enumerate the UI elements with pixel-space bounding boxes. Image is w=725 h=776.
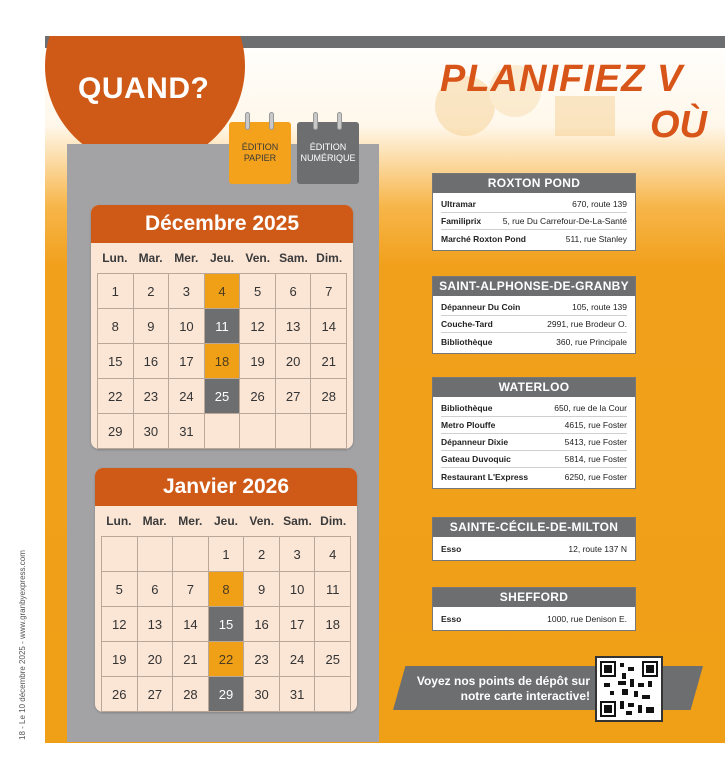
headline-line1: PLANIFIEZ V xyxy=(440,58,684,100)
day-cell: 2 xyxy=(134,274,170,309)
day-cell: 15 xyxy=(209,607,245,642)
calendar-january xyxy=(95,468,357,712)
day-grid xyxy=(97,273,347,449)
tab-digital-edition xyxy=(297,122,359,184)
store-row xyxy=(441,213,627,230)
day-cell: 28 xyxy=(173,677,209,712)
store-row xyxy=(441,230,627,247)
store-name: Restaurant L'Express xyxy=(441,471,529,482)
store-row xyxy=(441,400,627,417)
store-address: 511, rue Stanley xyxy=(565,233,627,244)
day-cell: 24 xyxy=(169,379,205,414)
day-cell xyxy=(138,537,174,572)
day-cell: 16 xyxy=(244,607,280,642)
day-cell: 27 xyxy=(138,677,174,712)
store-address: 360, rue Principale xyxy=(556,336,627,347)
day-cell: 12 xyxy=(102,607,138,642)
store-address: 6250, rue Foster xyxy=(564,471,627,482)
weekday-label: Jeu. xyxy=(214,514,239,528)
day-cell: 17 xyxy=(169,344,205,379)
side-caption: 18 - Le 10 décembre 2025 - www.granbyexpress.com xyxy=(18,550,27,740)
day-cell: 30 xyxy=(244,677,280,712)
day-cell: 22 xyxy=(209,642,245,677)
tab-paper-label: ÉDITION PAPIER xyxy=(241,142,279,163)
store-name: Marché Roxton Pond xyxy=(441,233,527,244)
store-name: Dépanneur Du Coin xyxy=(441,302,521,312)
day-cell: 6 xyxy=(138,572,174,607)
day-cell: 20 xyxy=(138,642,174,677)
store-row xyxy=(441,434,627,451)
day-cell: 10 xyxy=(280,572,316,607)
day-cell: 24 xyxy=(280,642,316,677)
store-row xyxy=(441,451,627,468)
day-cell: 20 xyxy=(276,344,312,379)
tab-paper-edition xyxy=(229,122,291,184)
tab-digital-label: ÉDITION NUMÉRIQUE xyxy=(300,142,356,163)
store-town: SHEFFORD xyxy=(433,588,635,607)
store-row xyxy=(441,540,627,557)
weekday-label: Mar. xyxy=(138,251,163,265)
ring-icon xyxy=(337,112,342,130)
weekday-label: Mar. xyxy=(142,514,167,528)
day-cell: 15 xyxy=(98,344,134,379)
day-cell xyxy=(205,414,241,449)
day-cell: 4 xyxy=(315,537,351,572)
store-address: 4615, rue Foster xyxy=(564,420,627,430)
store-name: Esso xyxy=(441,543,462,554)
day-cell xyxy=(276,414,312,449)
day-cell xyxy=(240,414,276,449)
weekday-label: Sam. xyxy=(279,251,308,265)
store-town: WATERLOO xyxy=(433,378,635,397)
day-cell xyxy=(315,677,351,712)
store-row xyxy=(441,316,627,333)
day-cell: 11 xyxy=(315,572,351,607)
day-cell: 2 xyxy=(244,537,280,572)
store-box xyxy=(432,517,636,561)
day-cell: 5 xyxy=(102,572,138,607)
day-cell: 19 xyxy=(102,642,138,677)
weekday-label: Jeu. xyxy=(210,251,235,265)
day-cell: 25 xyxy=(205,379,241,414)
day-cell: 26 xyxy=(102,677,138,712)
day-cell: 5 xyxy=(240,274,276,309)
store-row xyxy=(441,468,627,485)
weekday-label: Dim. xyxy=(320,514,347,528)
store-row xyxy=(441,333,627,350)
store-address: 12, route 137 N xyxy=(568,543,627,554)
day-cell: 9 xyxy=(134,309,170,344)
day-cell: 31 xyxy=(169,414,205,449)
day-cell xyxy=(311,414,347,449)
calendar-title: Janvier 2026 xyxy=(95,468,357,506)
weekday-label: Dim. xyxy=(316,251,343,265)
day-cell: 11 xyxy=(205,309,241,344)
qr-code-icon[interactable] xyxy=(595,656,663,722)
day-cell: 7 xyxy=(311,274,347,309)
store-row xyxy=(441,196,627,213)
ring-icon xyxy=(269,112,274,130)
day-cell: 23 xyxy=(134,379,170,414)
weekday-label: Mer. xyxy=(174,251,199,265)
day-cell: 3 xyxy=(280,537,316,572)
day-cell: 25 xyxy=(315,642,351,677)
day-cell: 14 xyxy=(311,309,347,344)
calendar-title: Décembre 2025 xyxy=(91,205,353,243)
day-cell: 29 xyxy=(209,677,245,712)
weekday-row xyxy=(91,243,353,269)
store-row xyxy=(441,299,627,316)
store-name: Ultramar xyxy=(441,199,476,209)
store-box xyxy=(432,276,636,354)
day-cell: 18 xyxy=(205,344,241,379)
store-address: 5814, rue Foster xyxy=(564,454,627,464)
store-row xyxy=(441,417,627,434)
day-cell: 21 xyxy=(173,642,209,677)
day-cell xyxy=(102,537,138,572)
day-cell: 7 xyxy=(173,572,209,607)
day-cell: 14 xyxy=(173,607,209,642)
weekday-label: Sam. xyxy=(283,514,312,528)
store-address: 105, route 139 xyxy=(572,302,627,312)
ring-icon xyxy=(313,112,318,130)
store-address: 670, route 139 xyxy=(572,199,627,209)
day-cell: 13 xyxy=(276,309,312,344)
store-town: SAINTE-CÉCILE-DE-MILTON xyxy=(433,518,635,537)
day-cell: 10 xyxy=(169,309,205,344)
calendar-december xyxy=(91,205,353,449)
map-banner-text: Voyez nos points de dépôt sur notre carte interactive! xyxy=(416,674,590,703)
day-cell: 23 xyxy=(244,642,280,677)
day-cell: 12 xyxy=(240,309,276,344)
qr-pattern xyxy=(600,661,658,717)
store-name: Bibliothèque xyxy=(441,403,493,413)
day-cell: 4 xyxy=(205,274,241,309)
day-cell: 22 xyxy=(98,379,134,414)
day-cell: 21 xyxy=(311,344,347,379)
weekday-row xyxy=(95,506,357,532)
day-cell: 31 xyxy=(280,677,316,712)
quand-title: QUAND? xyxy=(78,72,210,105)
store-town: SAINT-ALPHONSE-DE-GRANBY xyxy=(433,277,635,296)
store-name: Metro Plouffe xyxy=(441,420,496,430)
day-cell: 28 xyxy=(311,379,347,414)
ring-icon xyxy=(245,112,250,130)
weekday-label: Lun. xyxy=(106,514,132,528)
day-cell: 29 xyxy=(98,414,134,449)
day-cell: 1 xyxy=(98,274,134,309)
day-cell: 9 xyxy=(244,572,280,607)
store-name: Gateau Duvoquic xyxy=(441,454,511,464)
day-cell xyxy=(173,537,209,572)
store-address: 650, rue de la Cour xyxy=(554,403,627,413)
page xyxy=(45,36,725,743)
store-address: 5413, rue Foster xyxy=(564,437,627,447)
day-cell: 27 xyxy=(276,379,312,414)
store-name: Dépanneur Dixie xyxy=(441,437,509,447)
store-box xyxy=(432,377,636,489)
store-row xyxy=(441,610,627,627)
day-cell: 3 xyxy=(169,274,205,309)
day-cell: 8 xyxy=(209,572,245,607)
day-cell: 30 xyxy=(134,414,170,449)
store-box xyxy=(432,587,636,631)
store-name: Couche-Tard xyxy=(441,319,493,329)
weekday-label: Lun. xyxy=(102,251,128,265)
day-cell: 6 xyxy=(276,274,312,309)
store-address: 1000, rue Denison E. xyxy=(547,613,627,624)
day-cell: 17 xyxy=(280,607,316,642)
store-name: Familiprix xyxy=(441,216,482,226)
day-cell: 13 xyxy=(138,607,174,642)
weekday-label: Ven. xyxy=(245,251,271,265)
store-name: Esso xyxy=(441,613,462,624)
day-cell: 8 xyxy=(98,309,134,344)
store-name: Bibliothèque xyxy=(441,336,493,347)
store-address: 2991, rue Brodeur O. xyxy=(547,319,627,329)
weekday-label: Mer. xyxy=(178,514,203,528)
day-cell: 1 xyxy=(209,537,245,572)
store-town: ROXTON POND xyxy=(433,174,635,193)
day-grid xyxy=(101,536,351,712)
store-box xyxy=(432,173,636,251)
weekday-label: Ven. xyxy=(249,514,275,528)
day-cell: 18 xyxy=(315,607,351,642)
day-cell: 26 xyxy=(240,379,276,414)
day-cell: 19 xyxy=(240,344,276,379)
headline-line2: OÙ xyxy=(650,104,707,146)
day-cell: 16 xyxy=(134,344,170,379)
store-address: 5, rue Du Carrefour-De-La-Santé xyxy=(502,216,627,226)
